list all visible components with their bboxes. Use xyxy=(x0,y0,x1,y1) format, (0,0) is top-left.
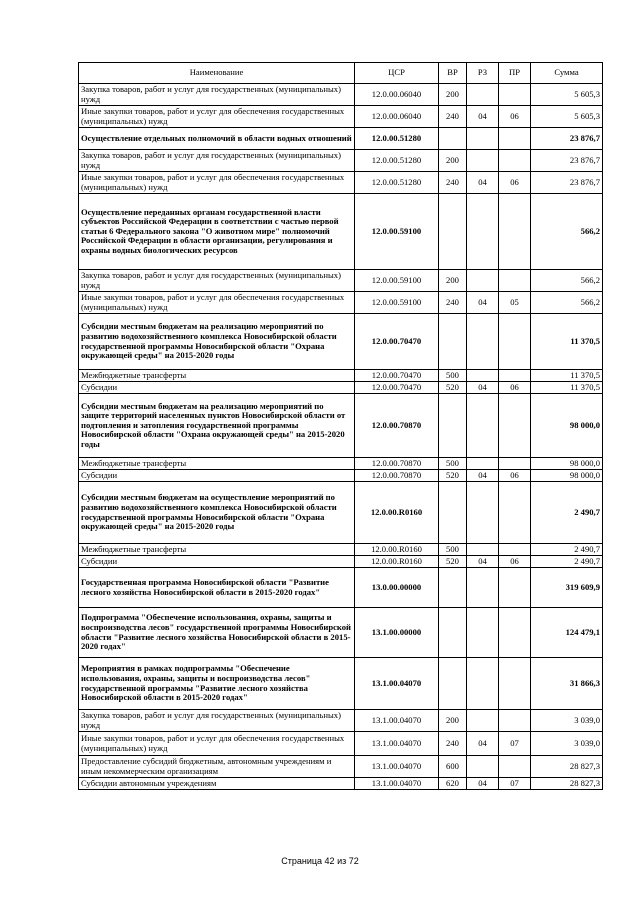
cell-csr: 12.0.00.06040 xyxy=(355,84,439,106)
cell-name: Субсидии автономным учреждениям xyxy=(79,778,355,790)
cell-name: Субсидии местным бюджетам на реализацию мероприятий по развитию водохозяйственного комплекса Новосибирской области государственной программы Новосибирской области "Охрана окружающей среды" на 2015-2020 годы xyxy=(79,314,355,370)
header-sum: Сумма xyxy=(531,63,603,84)
cell-csr: 12.0.00.51280 xyxy=(355,150,439,172)
cell-sum: 2 490,7 xyxy=(531,544,603,556)
table-row xyxy=(79,732,603,756)
table-row xyxy=(79,458,603,470)
table-row xyxy=(79,778,603,790)
header-pr: ПР xyxy=(499,63,531,84)
cell-name: Иные закупки товаров, работ и услуг для обеспечения государственных (муниципальных) нужд xyxy=(79,172,355,194)
cell-csr: 12.0.00.70870 xyxy=(355,458,439,470)
cell-vr: 620 xyxy=(439,778,467,790)
header-name: Наименование xyxy=(79,63,355,84)
cell-pr xyxy=(499,394,531,458)
table-row xyxy=(79,556,603,568)
cell-vr xyxy=(439,482,467,544)
cell-csr: 12.0.00.70870 xyxy=(355,470,439,482)
cell-vr xyxy=(439,394,467,458)
cell-vr: 200 xyxy=(439,270,467,292)
table-row xyxy=(79,370,603,382)
cell-sum: 11 370,5 xyxy=(531,382,603,394)
cell-vr xyxy=(439,128,467,150)
budget-table xyxy=(78,62,603,790)
cell-sum: 566,2 xyxy=(531,292,603,314)
cell-csr: 13.1.00.04070 xyxy=(355,710,439,732)
cell-name: Предоставление субсидий бюджетным, автономным учреждениям и иным некоммерческим организациям xyxy=(79,756,355,778)
cell-pr: 06 xyxy=(499,382,531,394)
cell-rz xyxy=(467,544,499,556)
cell-rz xyxy=(467,128,499,150)
cell-sum: 566,2 xyxy=(531,270,603,292)
cell-sum: 98 000,0 xyxy=(531,458,603,470)
cell-vr: 500 xyxy=(439,458,467,470)
cell-vr: 200 xyxy=(439,710,467,732)
cell-sum: 5 605,3 xyxy=(531,84,603,106)
cell-name: Иные закупки товаров, работ и услуг для обеспечения государственных (муниципальных) нужд xyxy=(79,106,355,128)
table-row xyxy=(79,658,603,710)
cell-rz: 04 xyxy=(467,106,499,128)
cell-pr xyxy=(499,150,531,172)
cell-vr: 520 xyxy=(439,382,467,394)
cell-name: Закупка товаров, работ и услуг для государственных (муниципальных) нужд xyxy=(79,150,355,172)
cell-rz: 04 xyxy=(467,292,499,314)
cell-rz xyxy=(467,84,499,106)
table-row xyxy=(79,292,603,314)
cell-pr xyxy=(499,370,531,382)
table-row xyxy=(79,568,603,608)
cell-csr: 12.0.00.59100 xyxy=(355,194,439,270)
page-number: Страница 42 из 72 xyxy=(281,856,359,866)
cell-pr: 07 xyxy=(499,732,531,756)
cell-sum: 2 490,7 xyxy=(531,482,603,544)
cell-pr xyxy=(499,270,531,292)
table-row xyxy=(79,84,603,106)
table-row xyxy=(79,270,603,292)
table-row xyxy=(79,194,603,270)
cell-sum: 2 490,7 xyxy=(531,556,603,568)
cell-rz xyxy=(467,370,499,382)
cell-pr xyxy=(499,710,531,732)
cell-sum: 3 039,0 xyxy=(531,732,603,756)
cell-rz: 04 xyxy=(467,732,499,756)
cell-vr: 500 xyxy=(439,370,467,382)
cell-rz xyxy=(467,150,499,172)
cell-name: Иные закупки товаров, работ и услуг для обеспечения государственных (муниципальных) нужд xyxy=(79,292,355,314)
cell-vr xyxy=(439,314,467,370)
cell-vr xyxy=(439,194,467,270)
cell-csr: 12.0.00.59100 xyxy=(355,292,439,314)
cell-name: Иные закупки товаров, работ и услуг для обеспечения государственных (муниципальных) нужд xyxy=(79,732,355,756)
cell-pr: 07 xyxy=(499,778,531,790)
cell-vr xyxy=(439,608,467,658)
cell-vr: 240 xyxy=(439,172,467,194)
table-row xyxy=(79,314,603,370)
cell-rz xyxy=(467,608,499,658)
table-row xyxy=(79,608,603,658)
cell-csr: 12.0.00.70470 xyxy=(355,314,439,370)
cell-rz: 04 xyxy=(467,382,499,394)
cell-vr: 200 xyxy=(439,84,467,106)
cell-name: Мероприятия в рамках подпрограммы "Обеспечение использования, охраны, защиты и воспроизводства лесов" государственной программы "Развитие лесного хозяйства Новосибирской области в 2015-2020 годах" xyxy=(79,658,355,710)
cell-csr: 12.0.00.59100 xyxy=(355,270,439,292)
cell-rz xyxy=(467,458,499,470)
cell-vr: 200 xyxy=(439,150,467,172)
cell-vr: 520 xyxy=(439,470,467,482)
cell-csr: 13.0.00.00000 xyxy=(355,568,439,608)
cell-csr: 13.1.00.00000 xyxy=(355,608,439,658)
cell-name: Межбюджетные трансферты xyxy=(79,544,355,556)
cell-pr: 06 xyxy=(499,556,531,568)
cell-pr xyxy=(499,568,531,608)
cell-sum: 98 000,0 xyxy=(531,394,603,458)
table-row xyxy=(79,128,603,150)
cell-rz xyxy=(467,568,499,608)
cell-csr: 12.0.00.R0160 xyxy=(355,544,439,556)
cell-name: Субсидии местным бюджетам на осуществление мероприятий по развитию водохозяйственного комплекса Новосибирской области государственной программы Новосибирской области "Охрана окружающей среды" на 2015-2020 годы xyxy=(79,482,355,544)
cell-vr: 240 xyxy=(439,106,467,128)
cell-pr: 06 xyxy=(499,106,531,128)
cell-vr xyxy=(439,658,467,710)
cell-sum: 124 479,1 xyxy=(531,608,603,658)
cell-rz xyxy=(467,710,499,732)
cell-vr: 520 xyxy=(439,556,467,568)
table-row xyxy=(79,482,603,544)
cell-pr: 06 xyxy=(499,470,531,482)
cell-rz xyxy=(467,658,499,710)
cell-name: Субсидии местным бюджетам на реализацию мероприятий по защите территорий населенных пунктов Новосибирской области от подтопления и затопления государственной программы Новосибирской области "Охрана окружающей среды" на 2015-2020 годы xyxy=(79,394,355,458)
cell-pr xyxy=(499,482,531,544)
cell-sum: 5 605,3 xyxy=(531,106,603,128)
cell-pr xyxy=(499,84,531,106)
cell-name: Субсидии xyxy=(79,382,355,394)
cell-rz xyxy=(467,194,499,270)
header-vr: ВР xyxy=(439,63,467,84)
table-body xyxy=(79,84,603,790)
cell-csr: 12.0.00.70870 xyxy=(355,394,439,458)
cell-name: Закупка товаров, работ и услуг для государственных (муниципальных) нужд xyxy=(79,710,355,732)
cell-pr: 06 xyxy=(499,172,531,194)
cell-csr: 12.0.00.51280 xyxy=(355,172,439,194)
cell-csr: 12.0.00.70470 xyxy=(355,370,439,382)
cell-rz xyxy=(467,394,499,458)
cell-name: Межбюджетные трансферты xyxy=(79,458,355,470)
cell-pr xyxy=(499,194,531,270)
cell-sum: 23 876,7 xyxy=(531,172,603,194)
cell-csr: 12.0.00.06040 xyxy=(355,106,439,128)
cell-csr: 12.0.00.R0160 xyxy=(355,482,439,544)
cell-sum: 31 866,3 xyxy=(531,658,603,710)
cell-vr: 500 xyxy=(439,544,467,556)
cell-csr: 13.1.00.04070 xyxy=(355,732,439,756)
cell-rz xyxy=(467,756,499,778)
cell-vr: 240 xyxy=(439,292,467,314)
cell-csr: 13.1.00.04070 xyxy=(355,658,439,710)
cell-csr: 12.0.00.70470 xyxy=(355,382,439,394)
cell-pr xyxy=(499,458,531,470)
cell-name: Государственная программа Новосибирской области "Развитие лесного хозяйства Новосибирской области в 2015-2020 годах" xyxy=(79,568,355,608)
cell-name: Межбюджетные трансферты xyxy=(79,370,355,382)
cell-csr: 12.0.00.R0160 xyxy=(355,556,439,568)
cell-name: Осуществление отдельных полномочий в области водных отношений xyxy=(79,128,355,150)
cell-rz: 04 xyxy=(467,172,499,194)
cell-name: Подпрограмма "Обеспечение использования, охраны, защиты и воспроизводства лесов" государственной программы Новосибирской области "Развитие лесного хозяйства Новосибирской области в 2015-2020 годах" xyxy=(79,608,355,658)
table-row xyxy=(79,394,603,458)
cell-pr: 05 xyxy=(499,292,531,314)
cell-name: Закупка товаров, работ и услуг для государственных (муниципальных) нужд xyxy=(79,270,355,292)
cell-name: Субсидии xyxy=(79,556,355,568)
cell-pr xyxy=(499,128,531,150)
table-row xyxy=(79,756,603,778)
cell-pr xyxy=(499,314,531,370)
table-row xyxy=(79,172,603,194)
cell-sum: 11 370,5 xyxy=(531,370,603,382)
cell-name: Осуществление переданных органам государственной власти субъектов Российской Федерации в соответствии с частью первой статьи 6 Федерального закона "О животном мире" полномочий Российской Федерации в области организации, регулирования и охраны водных биологических ресурсов xyxy=(79,194,355,270)
header-csr: ЦСР xyxy=(355,63,439,84)
cell-rz: 04 xyxy=(467,556,499,568)
cell-vr: 600 xyxy=(439,756,467,778)
cell-pr xyxy=(499,544,531,556)
cell-csr: 13.1.00.04070 xyxy=(355,756,439,778)
cell-sum: 23 876,7 xyxy=(531,150,603,172)
cell-rz xyxy=(467,482,499,544)
cell-csr: 12.0.00.51280 xyxy=(355,128,439,150)
cell-sum: 28 827,3 xyxy=(531,756,603,778)
cell-sum: 319 609,9 xyxy=(531,568,603,608)
cell-sum: 566,2 xyxy=(531,194,603,270)
cell-rz xyxy=(467,314,499,370)
cell-sum: 98 000,0 xyxy=(531,470,603,482)
cell-pr xyxy=(499,756,531,778)
table-row xyxy=(79,382,603,394)
cell-pr xyxy=(499,608,531,658)
cell-name: Субсидии xyxy=(79,470,355,482)
header-rz: РЗ xyxy=(467,63,499,84)
table-row xyxy=(79,544,603,556)
cell-sum: 28 827,3 xyxy=(531,778,603,790)
cell-vr xyxy=(439,568,467,608)
cell-vr: 240 xyxy=(439,732,467,756)
table-row xyxy=(79,470,603,482)
cell-sum: 11 370,5 xyxy=(531,314,603,370)
table-header-row xyxy=(79,63,603,84)
table-row xyxy=(79,710,603,732)
cell-pr xyxy=(499,658,531,710)
cell-name: Закупка товаров, работ и услуг для государственных (муниципальных) нужд xyxy=(79,84,355,106)
cell-rz xyxy=(467,270,499,292)
table-row xyxy=(79,106,603,128)
table-row xyxy=(79,150,603,172)
cell-sum: 23 876,7 xyxy=(531,128,603,150)
cell-rz: 04 xyxy=(467,778,499,790)
cell-sum: 3 039,0 xyxy=(531,710,603,732)
cell-rz: 04 xyxy=(467,470,499,482)
cell-csr: 13.1.00.04070 xyxy=(355,778,439,790)
